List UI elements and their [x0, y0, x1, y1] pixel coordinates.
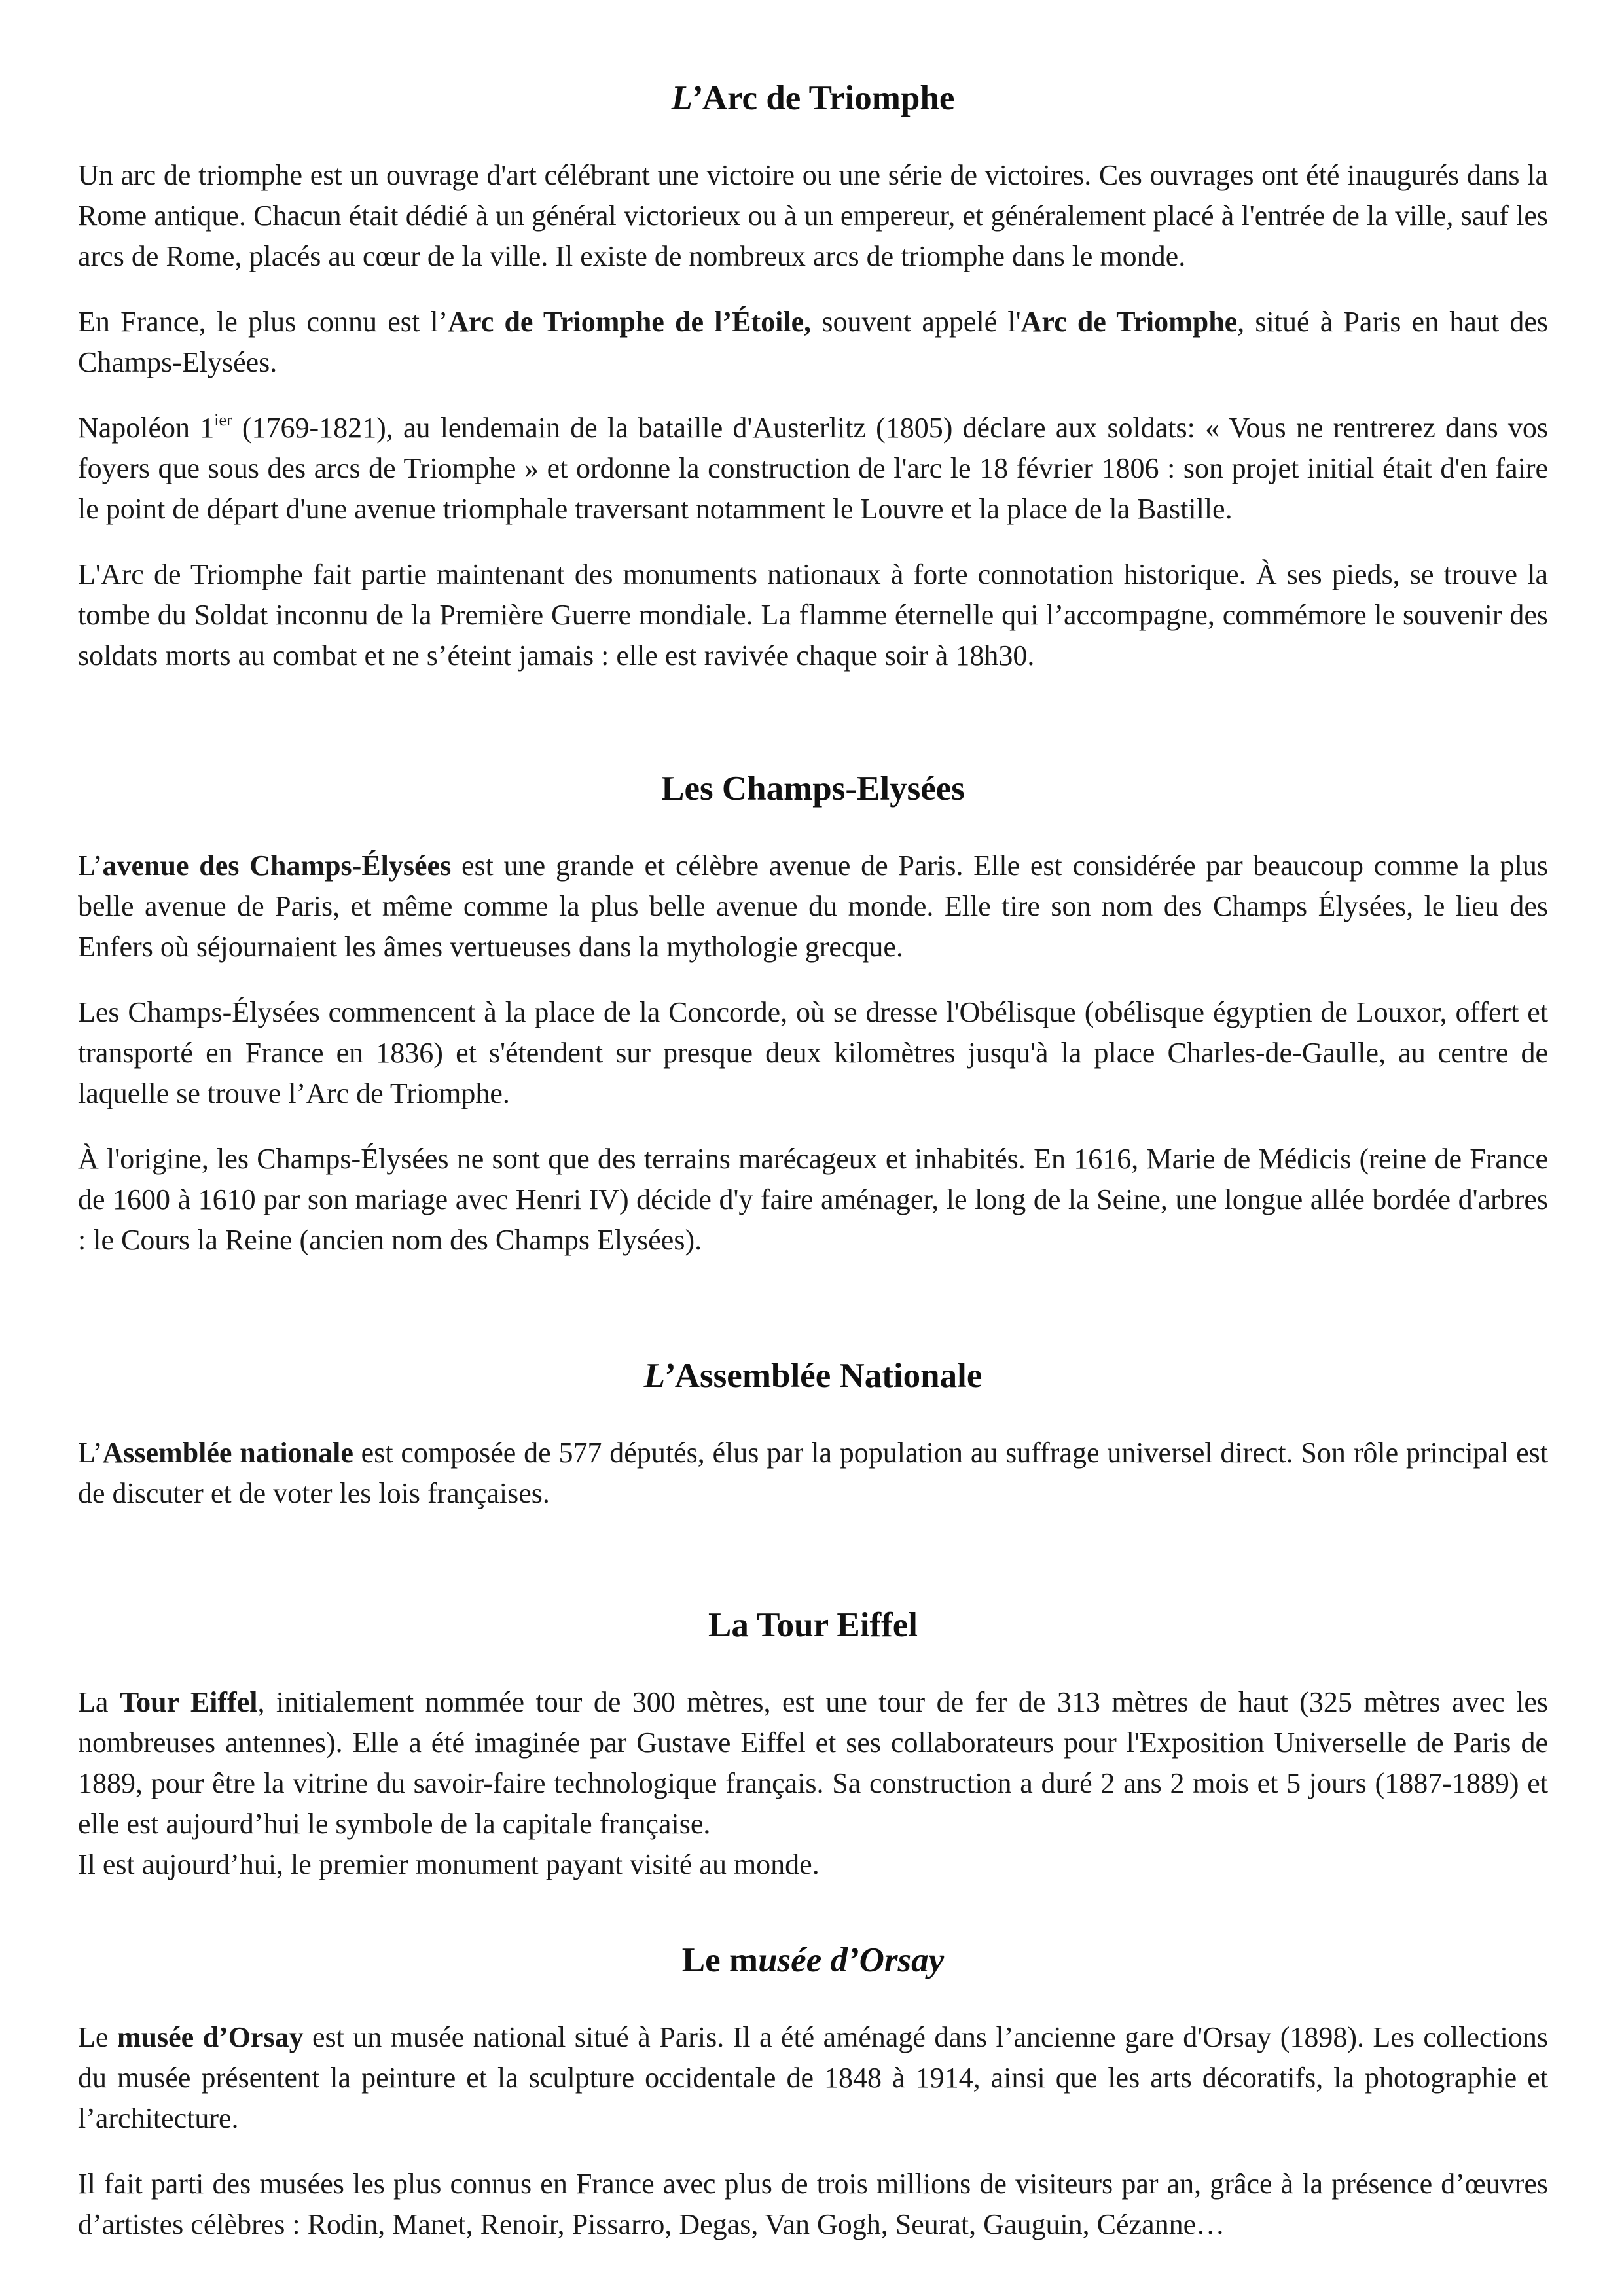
paragraph: Il fait parti des musées les plus connus en France avec plus de trois millions de visiteurs par an, grâce à la présence d’œuvres d’artistes célèbres : Rodin, Manet, Renoir, Pissarro, Degas, Van Gogh, Seurat, Gauguin, Cézanne… — [78, 2168, 1548, 2240]
paragraph: L’Assemblée nationale est composée de 577 députés, élus par la population au suffrage universel direct. Son rôle principal est de discuter et de voter les lois françaises. — [78, 1437, 1549, 1509]
paragraph: À l'origine, les Champs-Élysées ne sont que des terrains marécageux et inhabités. En 1616, Marie de Médicis (reine de France de 1600 à 1610 par son mariage avec Henri IV) décide d'y faire aménager, le long de la Seine, une longue allée bordée d'arbres : le Cours la Reine (ancien nom des Champs Elysées). — [78, 1143, 1548, 1256]
section-assemblee-nationale — [78, 1353, 1548, 1514]
paragraph: Le musée d’Orsay est un musée national situé à Paris. Il a été aménagé dans l’ancienne gare d'Orsay (1898). Les collections du musée présentent la peinture et la sculpture occidentale de 1848 à 1914, ainsi que les arts décoratifs, la photographie et l’architecture. — [78, 2021, 1548, 2134]
heading-tour-eiffel: La Tour Eiffel — [708, 1606, 918, 1644]
heading-champs-elysees: Les Champs-Elysées — [661, 770, 965, 808]
section-arc-de-triomphe — [78, 75, 1548, 676]
heading-assemblee-nationale: L’Assemblée Nationale — [643, 1357, 983, 1395]
paragraph: Les Champs-Élysées commencent à la place de la Concorde, où se dresse l'Obélisque (obélisque égyptien de Louxor, offert et transporté en France en 1836) et s'étendent sur presque deux kilomètres jusqu'à la place Charles-de-Gaulle, au centre de laquelle se trouve l’Arc de Triomphe. — [78, 996, 1548, 1109]
heading-musee-orsay: Le musée d’Orsay — [681, 1941, 945, 1979]
section-champs-elysees — [78, 766, 1548, 1261]
section-tour-eiffel — [78, 1602, 1548, 1885]
paragraph: Napoléon $1^{ier}$ (1769-1821), au lendemain de la bataille d'Austerlitz (1805) déclare aux soldats: « Vous ne rentrerez dans vos foyers que sous des arcs de Triomphe » et ordonne la construction de l'arc le 18 février 1806 : son projet initial était d'en faire le point de départ d'une avenue triomphale traversant notamment le Louvre et la place de la Bastille. — [78, 410, 1549, 525]
paragraph: Un arc de triomphe est un ouvrage d'art célébrant une victoire ou une série de victoires. Ces ouvrages ont été inaugurés dans la Rome antique. Chacun était dédié à un général victorieux ou à un empereur, et généralement placé à l'entrée de la ville, sauf les arcs de Rome, placés au cœur de la ville. Il existe de nombreux arcs de triomphe dans le monde. — [78, 159, 1548, 272]
paragraph: Il est aujourd’hui, le premier monument payant visité au monde. — [78, 1848, 820, 1880]
paragraph: En France, le plus connu est l’Arc de Triomphe de l’Étoile, souvent appelé l'Arc de Triomphe, situé à Paris en haut des Champs-Elysées. — [78, 306, 1549, 378]
section-musee-orsay — [78, 1937, 1548, 2245]
paragraph: L'Arc de Triomphe fait partie maintenant des monuments nationaux à forte connotation historique. À ses pieds, se trouve la tombe du Soldat inconnu de la Première Guerre mondiale. La flamme éternelle qui l’accompagne, commémore le souvenir des soldats morts au combat et ne s’éteint jamais : elle est ravivée chaque soir à 18h30. — [78, 558, 1548, 672]
paragraph: La Tour Eiffel, initialement nommée tour de 300 mètres, est une tour de fer de 313 mètres de haut (325 mètres avec les nombreuses antennes). Elle a été imaginée par Gustave Eiffel et ses collaborateurs pour l'Exposition Universelle de Paris de 1889, pour être la vitrine du savoir-faire technologique français. Sa construction a duré 2 ans 2 mois et 5 jours (1887-1889) et elle est aujourd’hui le symbole de la capitale française. — [78, 1686, 1549, 1840]
heading-arc-de-triomphe: L’Arc de Triomphe — [671, 79, 955, 117]
paragraph: L’avenue des Champs-Élysées est une grande et célèbre avenue de Paris. Elle est considérée par beaucoup comme la plus belle avenue de Paris, et même comme la plus belle avenue du monde. Elle tire son nom des Champs Élysées, le lieu des Enfers où séjournaient les âmes vertueuses dans la mythologie grecque. — [78, 850, 1548, 963]
